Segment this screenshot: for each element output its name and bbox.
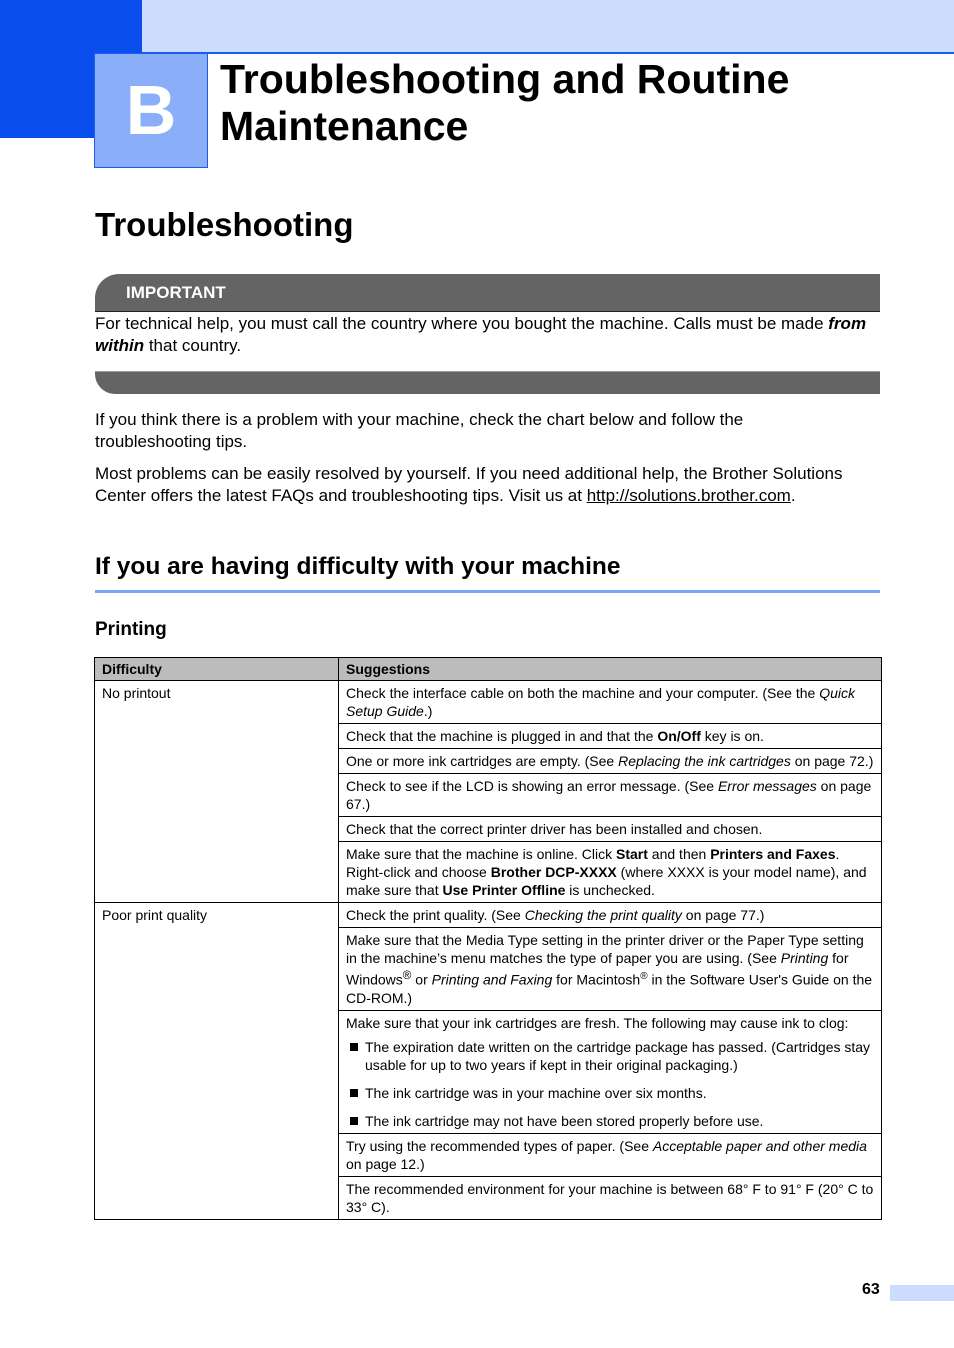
bullet-square-icon bbox=[350, 1043, 358, 1051]
divider bbox=[95, 371, 880, 372]
important-label: IMPORTANT bbox=[126, 283, 226, 302]
difficulty-cell: No printout bbox=[95, 681, 339, 903]
table-header-row bbox=[95, 658, 882, 681]
column-header-suggestions: Suggestions bbox=[339, 658, 882, 681]
list-item: The ink cartridge may not have been stored properly before use. bbox=[346, 1112, 874, 1130]
list-item: The expiration date written on the cartridge package has passed. (Cartridges stay usable for up to two years if kept in their original packaging.) bbox=[346, 1038, 874, 1074]
difficulty-cell: Poor print quality bbox=[95, 903, 339, 1220]
chapter-letter: B bbox=[94, 53, 208, 168]
important-emphasis: from within bbox=[95, 314, 867, 355]
suggestion-cell: Make sure that the machine is online. Click Start and then Printers and Faxes. Right-click and choose Brother DCP-XXXX (where XXXX is your model name), and make sure that Use Printer Offline is unchecked. bbox=[339, 842, 882, 903]
page-tab-marker bbox=[890, 1285, 954, 1301]
divider bbox=[95, 311, 880, 312]
clog-causes-list bbox=[346, 1038, 874, 1130]
suggestion-cell: Try using the recommended types of paper. (See Acceptable paper and other media on page 12.) bbox=[339, 1133, 882, 1176]
chapter-header-band bbox=[142, 0, 954, 54]
suggestion-cell: One or more ink cartridges are empty. (See Replacing the ink cartridges on page 72.) bbox=[339, 749, 882, 774]
troubleshooting-table bbox=[94, 657, 882, 1220]
suggestion-cell: Check to see if the LCD is showing an error message. (See Error messages on page 67.) bbox=[339, 774, 882, 817]
suggestion-cell: Check the print quality. (See Checking the print quality on page 77.) bbox=[339, 903, 882, 928]
bullet-square-icon bbox=[350, 1117, 358, 1125]
chapter-title: Troubleshooting and Routine Maintenance bbox=[220, 56, 790, 149]
intro-paragraph-1: If you think there is a problem with your machine, check the chart below and follow the troubleshooting tips. bbox=[95, 410, 744, 451]
solutions-link[interactable]: http://solutions.brother.com bbox=[586, 486, 791, 505]
suggestion-cell: The recommended environment for your machine is between 68° F to 91° F (20° C to 33° C). bbox=[339, 1176, 882, 1219]
subsection-title: If you are having difficulty with your machine bbox=[95, 553, 621, 580]
suggestion-cell: Check that the correct printer driver has been installed and chosen. bbox=[339, 817, 882, 842]
important-text: For technical help, you must call the country where you bought the machine. Calls must be made from within that country. bbox=[95, 314, 867, 355]
important-footer bbox=[95, 371, 880, 394]
page-number: 63 bbox=[862, 1281, 880, 1298]
intro-paragraph-2: Most problems can be easily resolved by yourself. If you need additional help, the Brother Solutions Center offers the latest FAQs and troubleshooting tips. Visit us at http://solutions.brother.com. bbox=[95, 464, 843, 505]
suggestion-cell: Check the interface cable on both the machine and your computer. (See the Quick Setup Guide.) bbox=[339, 681, 882, 724]
suggestion-cell: Check that the machine is plugged in and that the On/Off key is on. bbox=[339, 724, 882, 749]
table-row bbox=[95, 903, 882, 928]
section-title: Troubleshooting bbox=[95, 206, 354, 243]
column-header-difficulty: Difficulty bbox=[95, 658, 339, 681]
important-header bbox=[95, 274, 880, 312]
subsection-rule bbox=[95, 590, 880, 593]
table-row bbox=[95, 681, 882, 724]
list-item: The ink cartridge was in your machine over six months. bbox=[346, 1084, 874, 1102]
suggestion-cell: Make sure that your ink cartridges are fresh. The following may cause ink to clog: The expiration date written on the cartridge package has passed. (Cartridges stay usable for up to two years if kept in their original packaging.) The ink cartridge was in your machine over six months. The ink cartridge may not have been stored properly before use. bbox=[339, 1010, 882, 1133]
bullet-square-icon bbox=[350, 1089, 358, 1097]
suggestion-cell: Make sure that the Media Type setting in the printer driver or the Paper Type setting in the machine’s menu matches the type of paper you are using. (See Printing for Windows® or Printing and Faxing for Macintosh® in the Software User's Guide on the CD-ROM.) bbox=[339, 928, 882, 1011]
printing-heading: Printing bbox=[95, 619, 167, 640]
